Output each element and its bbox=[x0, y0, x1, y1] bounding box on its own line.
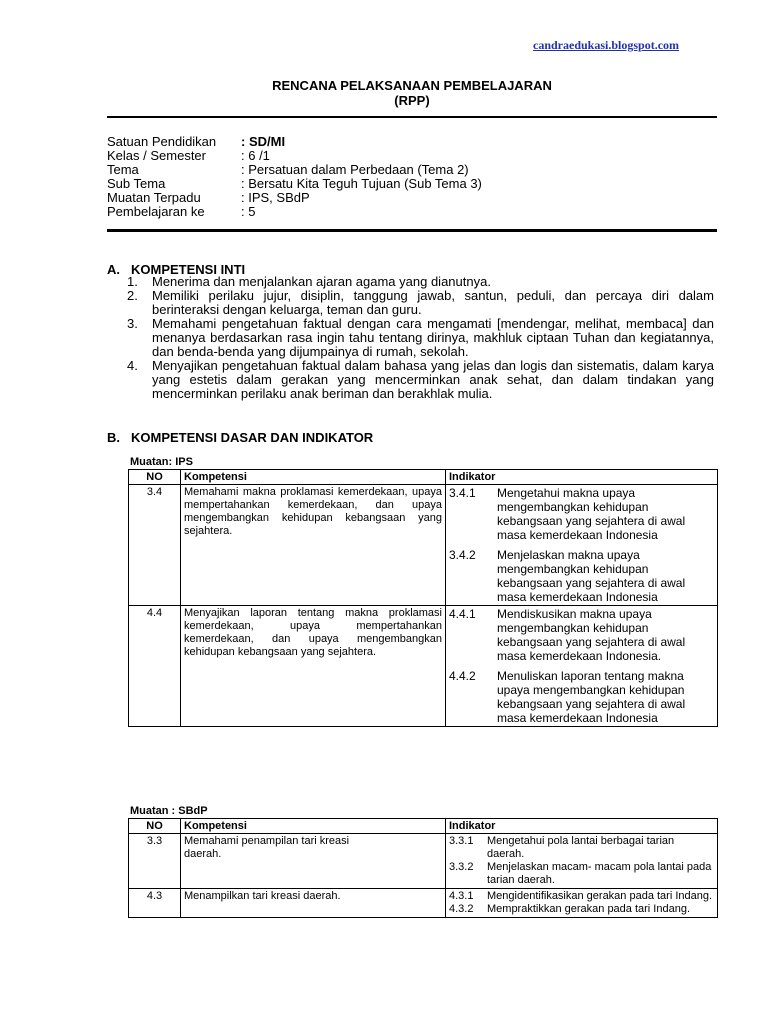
meta-label: Kelas / Semester bbox=[107, 148, 206, 163]
sbdp-table bbox=[128, 818, 718, 918]
indikator-item bbox=[449, 669, 714, 725]
indikator-item bbox=[449, 890, 714, 903]
indikator-code: 3.3.2 bbox=[449, 861, 474, 873]
header-no: NO bbox=[129, 819, 181, 834]
table-row bbox=[129, 485, 718, 606]
table-row bbox=[129, 889, 718, 918]
row-kompetensi bbox=[181, 834, 446, 889]
indikator-text: Mendiskusikan makna upaya mengembangkan kehidupan kebangsaan yang sejahtera di awal masa kemerdekaan Indonesia. bbox=[497, 607, 686, 663]
indikator-text: Mengidentifikasikan gerakan pada tari Indang. bbox=[487, 890, 713, 902]
section-letter: B. bbox=[107, 430, 120, 445]
document-title bbox=[107, 78, 717, 108]
meta-value: : Persatuan dalam Perbedaan (Tema 2) bbox=[241, 162, 469, 177]
item-text: Memahami pengetahuan faktual dengan cara mengamati [mendengar, melihat, membaca] dan menanya berdasarkan rasa ingin tahu tentang dirinya, makhluk ciptaan Tuhan dan kegiatannya, dan benda-benda yang dijumpainya di rumah, sekolah. bbox=[152, 316, 714, 359]
row-no: 3.4 bbox=[129, 485, 181, 606]
indikator-code: 4.3.2 bbox=[449, 903, 474, 915]
header-kompetensi: Kompetensi bbox=[181, 819, 446, 834]
meta-label: Satuan Pendidikan bbox=[107, 134, 217, 149]
indikator-text: Menjelaskan makna upaya mengembangkan kehidupan kebangsaan yang sejahtera di awal masa kemerdekaan Indonesia bbox=[497, 548, 686, 604]
row-no: 3.3 bbox=[129, 834, 181, 889]
indikator-code: 3.3.1 bbox=[449, 835, 474, 847]
row-kompetensi bbox=[181, 606, 446, 727]
meta-value: : IPS, SBdP bbox=[241, 190, 310, 205]
meta-value: : SD/MI bbox=[241, 134, 286, 149]
title-line-1: RENCANA PELAKSANAAN PEMBELAJARAN bbox=[272, 78, 552, 93]
table-header-row bbox=[129, 819, 718, 834]
muatan-sbdp-label: Muatan : SBdP bbox=[130, 805, 208, 817]
item-text: Memiliki perilaku jujur, disiplin, tanggung jawab, santun, peduli, dan percaya diri dalam berinteraksi dengan keluarga, teman dan guru. bbox=[152, 288, 714, 317]
title-divider bbox=[107, 116, 717, 118]
kompetensi-text: Menyajikan laporan tentang makna proklamasi kemerdekaan, upaya mempertahankan kemerdekaan, dan upaya mengembangkan kehidupan kebangsaan yang sejahtera. bbox=[184, 607, 442, 658]
meta-value: : Bersatu Kita Teguh Tujuan (Sub Tema 3) bbox=[241, 176, 482, 191]
meta-label: Tema bbox=[107, 162, 139, 177]
identity-divider bbox=[107, 229, 717, 232]
item-number: 1. bbox=[127, 274, 138, 289]
item-number: 2. bbox=[127, 288, 138, 303]
section-title: KOMPETENSI INTI bbox=[131, 262, 246, 277]
indikator-item bbox=[449, 835, 714, 861]
row-indikator bbox=[446, 606, 718, 727]
title-line-2: (RPP) bbox=[394, 93, 430, 108]
kompetensi-inti-list bbox=[127, 275, 714, 401]
indikator-code: 3.4.1 bbox=[449, 486, 476, 500]
kompetensi-text: Menampilkan tari kreasi daerah. bbox=[184, 890, 341, 902]
list-item bbox=[127, 289, 714, 317]
indikator-text: Menjelaskan macam- macam pola lantai pada tarian daerah. bbox=[487, 861, 712, 886]
meta-value: : 5 bbox=[241, 204, 256, 219]
item-text: Menyajikan pengetahuan faktual dalam bahasa yang jelas dan logis dan sistematis, dalam karya yang estetis dalam gerakan yang mencerminkan anak sehat, dan dalam tindakan yang mencerminkan perilaku anak beriman dan berakhlak mulia. bbox=[152, 358, 714, 401]
meta-label: Pembelajaran ke bbox=[107, 204, 205, 219]
list-item bbox=[127, 359, 714, 401]
muatan-ips-label: Muatan: IPS bbox=[130, 456, 193, 468]
indikator-text: Mengetahui makna upaya mengembangkan kehidupan kebangsaan yang sejahtera di awal masa kemerdekaan Indonesia bbox=[497, 486, 686, 542]
header-no: NO bbox=[129, 470, 181, 485]
indikator-text: Mengetahui pola lantai berbagai tarian daerah. bbox=[487, 835, 675, 860]
indikator-item bbox=[449, 486, 714, 542]
header-indikator: Indikator bbox=[446, 470, 718, 485]
table-header-row bbox=[129, 470, 718, 485]
indikator-item bbox=[449, 548, 714, 604]
table-row bbox=[129, 834, 718, 889]
indikator-item bbox=[449, 607, 714, 663]
meta-value: : 6 /1 bbox=[241, 148, 270, 163]
header-indikator: Indikator bbox=[446, 819, 718, 834]
meta-label: Muatan Terpadu bbox=[107, 190, 201, 205]
list-item bbox=[127, 275, 714, 289]
row-no: 4.3 bbox=[129, 889, 181, 918]
item-number: 4. bbox=[127, 358, 138, 373]
list-item bbox=[127, 317, 714, 359]
section-b-heading bbox=[107, 430, 373, 445]
row-indikator bbox=[446, 485, 718, 606]
indikator-code: 4.4.2 bbox=[449, 669, 476, 683]
table-row bbox=[129, 606, 718, 727]
site-url-link[interactable]: candraedukasi.blogspot.com bbox=[533, 38, 680, 52]
kompetensi-text: Memahami penampilan tari kreasi daerah. bbox=[184, 835, 350, 860]
indikator-text: Menuliskan laporan tentang makna upaya mengembangkan kehidupan kebangsaan yang sejahtera di awal masa kemerdekaan Indonesia bbox=[497, 669, 686, 725]
row-no: 4.4 bbox=[129, 606, 181, 727]
ips-table bbox=[128, 469, 718, 727]
indikator-code: 4.3.1 bbox=[449, 890, 474, 902]
indikator-item bbox=[449, 861, 714, 887]
meta-label: Sub Tema bbox=[107, 176, 166, 191]
indikator-code: 3.4.2 bbox=[449, 548, 476, 562]
item-number: 3. bbox=[127, 316, 138, 331]
row-kompetensi bbox=[181, 889, 446, 918]
section-letter: A. bbox=[107, 262, 120, 277]
row-indikator bbox=[446, 834, 718, 889]
header-kompetensi: Kompetensi bbox=[181, 470, 446, 485]
row-indikator bbox=[446, 889, 718, 918]
row-kompetensi bbox=[181, 485, 446, 606]
indikator-text: Mempraktikkan gerakan pada tari Indang. bbox=[487, 903, 691, 915]
indikator-item bbox=[449, 903, 714, 916]
item-text: Menerima dan menjalankan ajaran agama yang dianutnya. bbox=[152, 274, 491, 289]
section-title: KOMPETENSI DASAR DAN INDIKATOR bbox=[131, 430, 374, 445]
indikator-code: 4.4.1 bbox=[449, 607, 476, 621]
kompetensi-text: Memahami makna proklamasi kemerdekaan, upaya mempertahankan kemerdekaan, dan upaya mengembangkan kehidupan kebangsaan yang sejahtera. bbox=[184, 486, 442, 537]
